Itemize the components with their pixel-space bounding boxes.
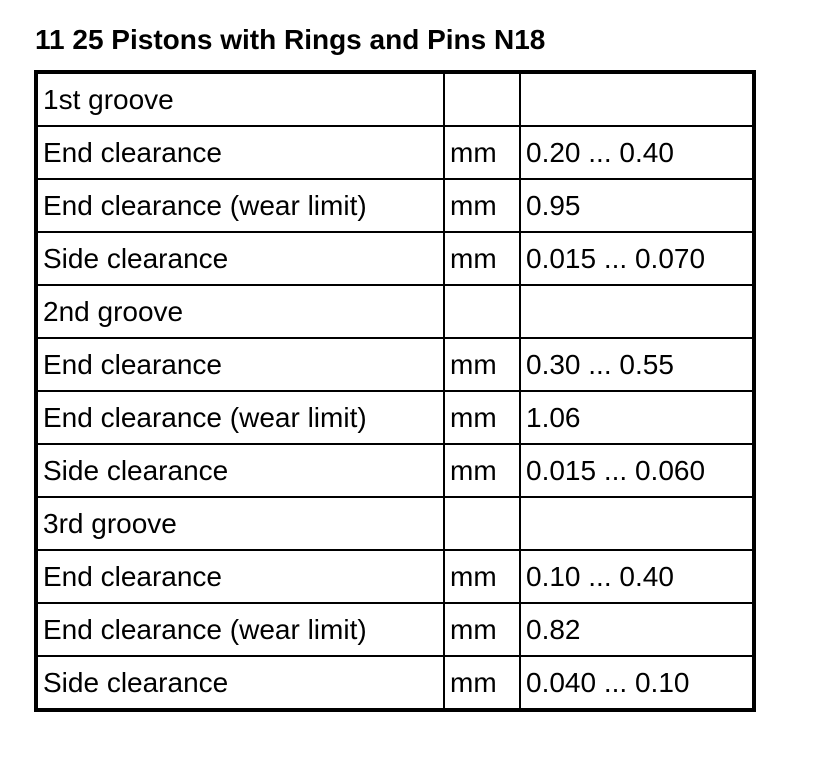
row-label: 3rd groove — [37, 497, 444, 550]
row-label: End clearance (wear limit) — [37, 603, 444, 656]
table-row — [37, 179, 753, 232]
row-label: End clearance (wear limit) — [37, 391, 444, 444]
row-label: End clearance (wear limit) — [37, 179, 444, 232]
row-value — [520, 497, 753, 550]
row-value: 0.20 ... 0.40 — [520, 126, 753, 179]
table-row — [37, 656, 753, 709]
table-row — [37, 73, 753, 126]
table-row — [37, 285, 753, 338]
row-unit: mm — [444, 232, 520, 285]
row-unit — [444, 73, 520, 126]
row-label: Side clearance — [37, 444, 444, 497]
row-unit: mm — [444, 550, 520, 603]
row-unit: mm — [444, 179, 520, 232]
row-label: End clearance — [37, 338, 444, 391]
row-unit: mm — [444, 656, 520, 709]
row-unit: mm — [444, 391, 520, 444]
row-unit: mm — [444, 126, 520, 179]
table-row — [37, 391, 753, 444]
row-unit: mm — [444, 444, 520, 497]
table-row — [37, 338, 753, 391]
table-row — [37, 497, 753, 550]
row-label: End clearance — [37, 550, 444, 603]
row-unit: mm — [444, 338, 520, 391]
row-label: 1st groove — [37, 73, 444, 126]
table-row — [37, 232, 753, 285]
row-value: 0.30 ... 0.55 — [520, 338, 753, 391]
row-unit — [444, 497, 520, 550]
spec-table — [34, 70, 756, 712]
table-row — [37, 550, 753, 603]
row-value: 0.015 ... 0.070 — [520, 232, 753, 285]
row-label: 2nd groove — [37, 285, 444, 338]
row-label: Side clearance — [37, 232, 444, 285]
row-label: Side clearance — [37, 656, 444, 709]
row-value — [520, 73, 753, 126]
row-value: 0.82 — [520, 603, 753, 656]
row-value: 0.015 ... 0.060 — [520, 444, 753, 497]
row-unit: mm — [444, 603, 520, 656]
table-row — [37, 444, 753, 497]
table-row — [37, 126, 753, 179]
document-title: 11 25 Pistons with Rings and Pins N18 — [35, 24, 546, 55]
row-value: 0.95 — [520, 179, 753, 232]
row-value — [520, 285, 753, 338]
row-label: End clearance — [37, 126, 444, 179]
row-value: 0.10 ... 0.40 — [520, 550, 753, 603]
row-value: 1.06 — [520, 391, 753, 444]
row-unit — [444, 285, 520, 338]
table-row — [37, 603, 753, 656]
row-value: 0.040 ... 0.10 — [520, 656, 753, 709]
